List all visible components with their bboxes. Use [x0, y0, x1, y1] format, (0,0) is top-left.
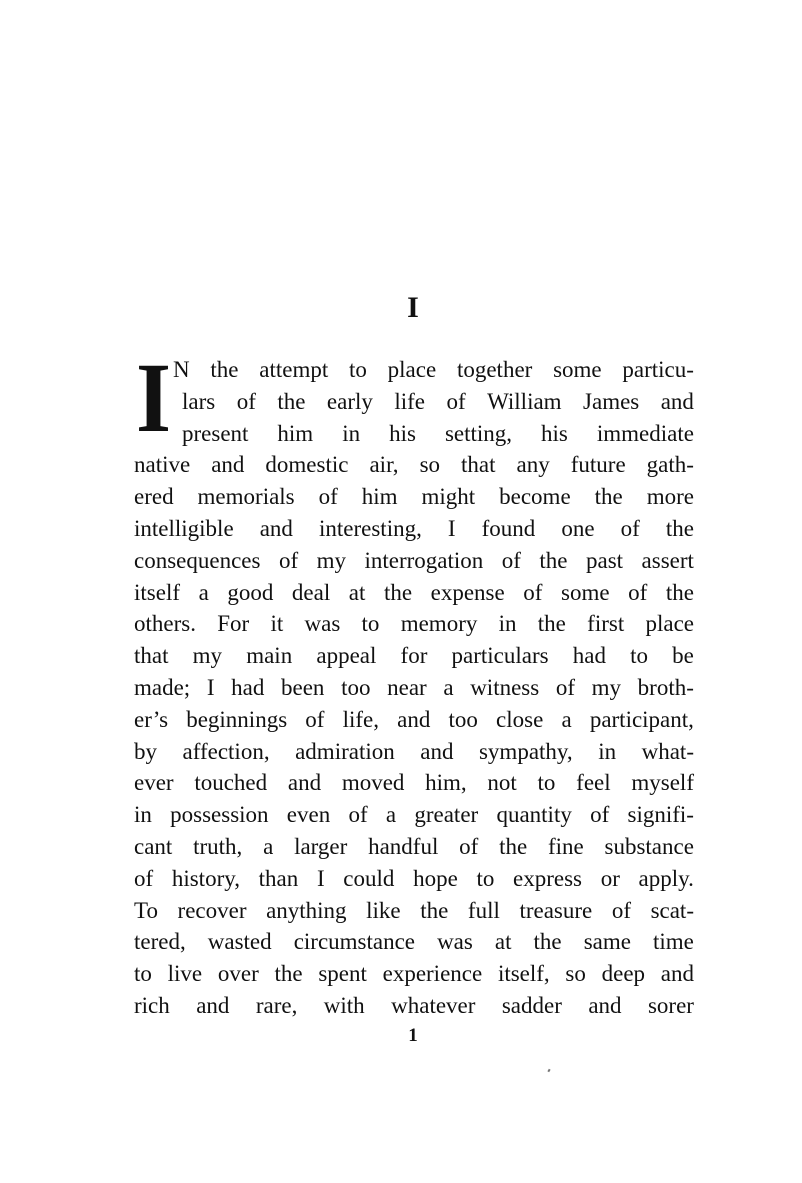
word: deal: [291, 579, 331, 605]
word: a: [385, 802, 397, 828]
word: place: [645, 611, 694, 637]
word: lars: [182, 388, 216, 414]
word: future: [570, 452, 626, 478]
word: my: [591, 674, 622, 700]
word: too: [341, 674, 371, 700]
text-line: [134, 545, 694, 577]
text-line: [134, 799, 694, 831]
word: For: [217, 611, 250, 637]
word: my: [192, 643, 223, 669]
word: and: [259, 515, 293, 541]
word: native: [134, 452, 191, 478]
text-line: [134, 990, 694, 1022]
word: with: [323, 992, 365, 1018]
word: could: [343, 865, 395, 891]
word: and: [397, 706, 431, 732]
word: greater: [414, 802, 479, 828]
word: the: [665, 515, 694, 541]
word: I: [447, 515, 456, 541]
word: to: [537, 770, 556, 796]
word: even: [286, 802, 331, 828]
word: so: [419, 452, 441, 478]
word: time: [653, 929, 694, 955]
word: sorer: [647, 992, 694, 1018]
word: and: [196, 992, 230, 1018]
word: life,: [342, 706, 380, 732]
word: circumstance: [293, 929, 416, 955]
word: particulars: [451, 643, 549, 669]
text-line: [134, 672, 694, 704]
word: rich: [134, 992, 170, 1018]
text-line: [173, 354, 694, 386]
word: it: [270, 611, 284, 637]
chapter-number: I: [407, 291, 419, 324]
word: itself,: [497, 961, 550, 987]
word: of: [459, 833, 479, 859]
word: history,: [171, 865, 240, 891]
scan-speck: [547, 1069, 550, 1073]
page-number: 1: [408, 1025, 418, 1046]
word: the: [420, 897, 449, 923]
word: be: [672, 643, 694, 669]
word: life: [394, 388, 425, 414]
text-line: [134, 895, 694, 927]
text-line: [134, 926, 694, 958]
word: over: [217, 961, 259, 987]
word: the: [383, 579, 413, 605]
word: so: [565, 961, 586, 987]
word: cant: [134, 833, 173, 859]
text-line: [134, 958, 694, 990]
word: of: [611, 897, 631, 923]
word: his: [389, 420, 416, 446]
word: a: [198, 579, 209, 605]
word: quantity: [496, 802, 572, 828]
word: place: [387, 357, 437, 382]
word: itself: [134, 579, 180, 605]
word: immediate: [596, 420, 694, 446]
drop-cap: I: [136, 342, 172, 453]
word: to: [476, 865, 495, 891]
word: become: [499, 484, 571, 510]
word: early: [326, 388, 373, 414]
word: participant,: [589, 706, 694, 732]
word: in: [598, 738, 617, 764]
word: near: [387, 674, 427, 700]
word: consequences: [134, 547, 261, 573]
word: for: [400, 643, 428, 669]
word: admiration: [295, 738, 395, 764]
word: the: [533, 929, 562, 955]
word: of: [620, 515, 640, 541]
text-line: [134, 481, 694, 513]
word: my: [316, 547, 346, 573]
word: him: [277, 420, 314, 446]
word: what-: [641, 738, 694, 764]
word: tered,: [134, 929, 186, 955]
word: past: [586, 547, 624, 573]
word: of: [305, 706, 325, 732]
word: witness: [470, 674, 540, 700]
text-line: [134, 608, 694, 640]
word: and: [588, 992, 622, 1018]
word: that: [134, 643, 169, 669]
word: experience: [382, 961, 483, 987]
word: others.: [134, 611, 196, 637]
word: or: [600, 865, 620, 891]
word: in: [498, 611, 517, 637]
word: present: [182, 420, 249, 446]
word: affection,: [182, 738, 270, 764]
word: main: [246, 643, 293, 669]
word: William: [487, 388, 562, 414]
word: sympathy,: [478, 738, 573, 764]
word: setting,: [444, 420, 513, 446]
word: of: [628, 579, 648, 605]
word: er’s: [134, 706, 169, 732]
word: some: [553, 357, 602, 382]
word: more: [646, 484, 694, 510]
word: of: [590, 802, 610, 828]
word: of: [278, 547, 299, 573]
text-line: [134, 736, 694, 768]
word: some: [561, 579, 610, 605]
word: to: [134, 961, 152, 987]
word: like: [366, 897, 401, 923]
word: recover: [177, 897, 247, 923]
word: one: [561, 515, 595, 541]
word: the: [594, 484, 623, 510]
word: sadder: [501, 992, 562, 1018]
word: larger: [294, 833, 348, 859]
word: apply.: [638, 865, 694, 891]
word: to: [361, 611, 380, 637]
word: him: [361, 484, 398, 510]
text-line: [134, 513, 694, 545]
word: rare,: [255, 992, 298, 1018]
word: to: [349, 357, 367, 382]
word: express: [513, 865, 583, 891]
word: than: [258, 865, 299, 891]
word: memorials: [197, 484, 295, 510]
word: deep: [601, 961, 646, 987]
word: of: [318, 484, 338, 510]
word: full: [467, 897, 500, 923]
word: substance: [604, 833, 694, 859]
word: a: [561, 706, 572, 732]
text-line: [134, 767, 694, 799]
word: together: [456, 357, 533, 382]
word: gath-: [646, 452, 694, 478]
word: James: [583, 388, 640, 414]
text-line: [134, 449, 694, 481]
word: of: [348, 802, 368, 828]
word: whatever: [391, 992, 476, 1018]
word: the: [274, 961, 303, 987]
text-line: [134, 577, 694, 609]
word: at: [494, 929, 512, 955]
word: and: [420, 738, 454, 764]
text-line: [134, 831, 694, 863]
word: of: [555, 674, 575, 700]
word: and: [287, 770, 322, 796]
text-line: [182, 386, 694, 418]
text-line: [134, 640, 694, 672]
word: of: [501, 547, 521, 573]
word: might: [421, 484, 476, 510]
word: the: [210, 357, 239, 382]
word: at: [348, 579, 366, 605]
word: attempt: [259, 357, 329, 382]
text-line: [134, 704, 694, 736]
word: interrogation: [364, 547, 484, 573]
word: scat-: [650, 897, 694, 923]
word: of: [134, 865, 154, 891]
text-line: [182, 418, 694, 450]
word: treasure: [519, 897, 593, 923]
word: myself: [631, 770, 694, 796]
word: wasted: [207, 929, 272, 955]
word: had: [231, 674, 265, 700]
word: possession: [170, 802, 269, 828]
word: good: [227, 579, 274, 605]
word: beginnings: [186, 706, 288, 732]
word: and: [660, 961, 694, 987]
word: his: [541, 420, 568, 446]
word: the: [277, 388, 306, 414]
word: and: [660, 388, 694, 414]
word: particu-: [622, 357, 694, 382]
word: was: [437, 929, 473, 955]
word: too: [448, 706, 478, 732]
word: him,: [425, 770, 467, 796]
word: in: [134, 802, 152, 828]
word: that: [461, 452, 496, 478]
word: the: [537, 611, 566, 637]
word: first: [587, 611, 625, 637]
word: ever: [134, 770, 174, 796]
word: made;: [134, 674, 191, 700]
word: of: [446, 388, 466, 414]
word: and: [211, 452, 245, 478]
word: moved: [341, 770, 405, 796]
word: had: [572, 643, 606, 669]
word: expense: [430, 579, 505, 605]
word: truth,: [193, 833, 243, 859]
word: found: [481, 515, 536, 541]
word: ered: [134, 484, 174, 510]
word: air,: [369, 452, 399, 478]
word: intelligible: [134, 515, 234, 541]
body-text: [134, 342, 694, 1022]
word: hope: [413, 865, 458, 891]
word: close: [496, 706, 544, 732]
word: assert: [641, 547, 694, 573]
word: signifi-: [627, 802, 694, 828]
word: anything: [266, 897, 347, 923]
word: fine: [547, 833, 584, 859]
word: broth-: [637, 674, 694, 700]
word: touched: [194, 770, 268, 796]
word: the: [499, 833, 528, 859]
word: to: [630, 643, 649, 669]
word: handful: [368, 833, 439, 859]
word: feel: [576, 770, 611, 796]
word: domestic: [265, 452, 349, 478]
word: live: [167, 961, 203, 987]
word: any: [516, 452, 550, 478]
word: by: [134, 738, 157, 764]
word: spent: [318, 961, 367, 987]
word: was: [304, 611, 341, 637]
word: in: [342, 420, 361, 446]
word: the: [539, 547, 568, 573]
word: I: [316, 865, 325, 891]
word: interesting,: [319, 515, 422, 541]
word: I: [206, 674, 215, 700]
word: the: [665, 579, 694, 605]
word: not: [487, 770, 517, 796]
word: of: [523, 579, 543, 605]
word: of: [236, 388, 256, 414]
text-line: [134, 863, 694, 895]
word: To: [134, 897, 158, 923]
word: appeal: [316, 643, 377, 669]
word: N: [173, 357, 190, 382]
word: been: [281, 674, 325, 700]
word: a: [443, 674, 454, 700]
word: same: [583, 929, 631, 955]
word: a: [263, 833, 274, 859]
word: memory: [400, 611, 478, 637]
